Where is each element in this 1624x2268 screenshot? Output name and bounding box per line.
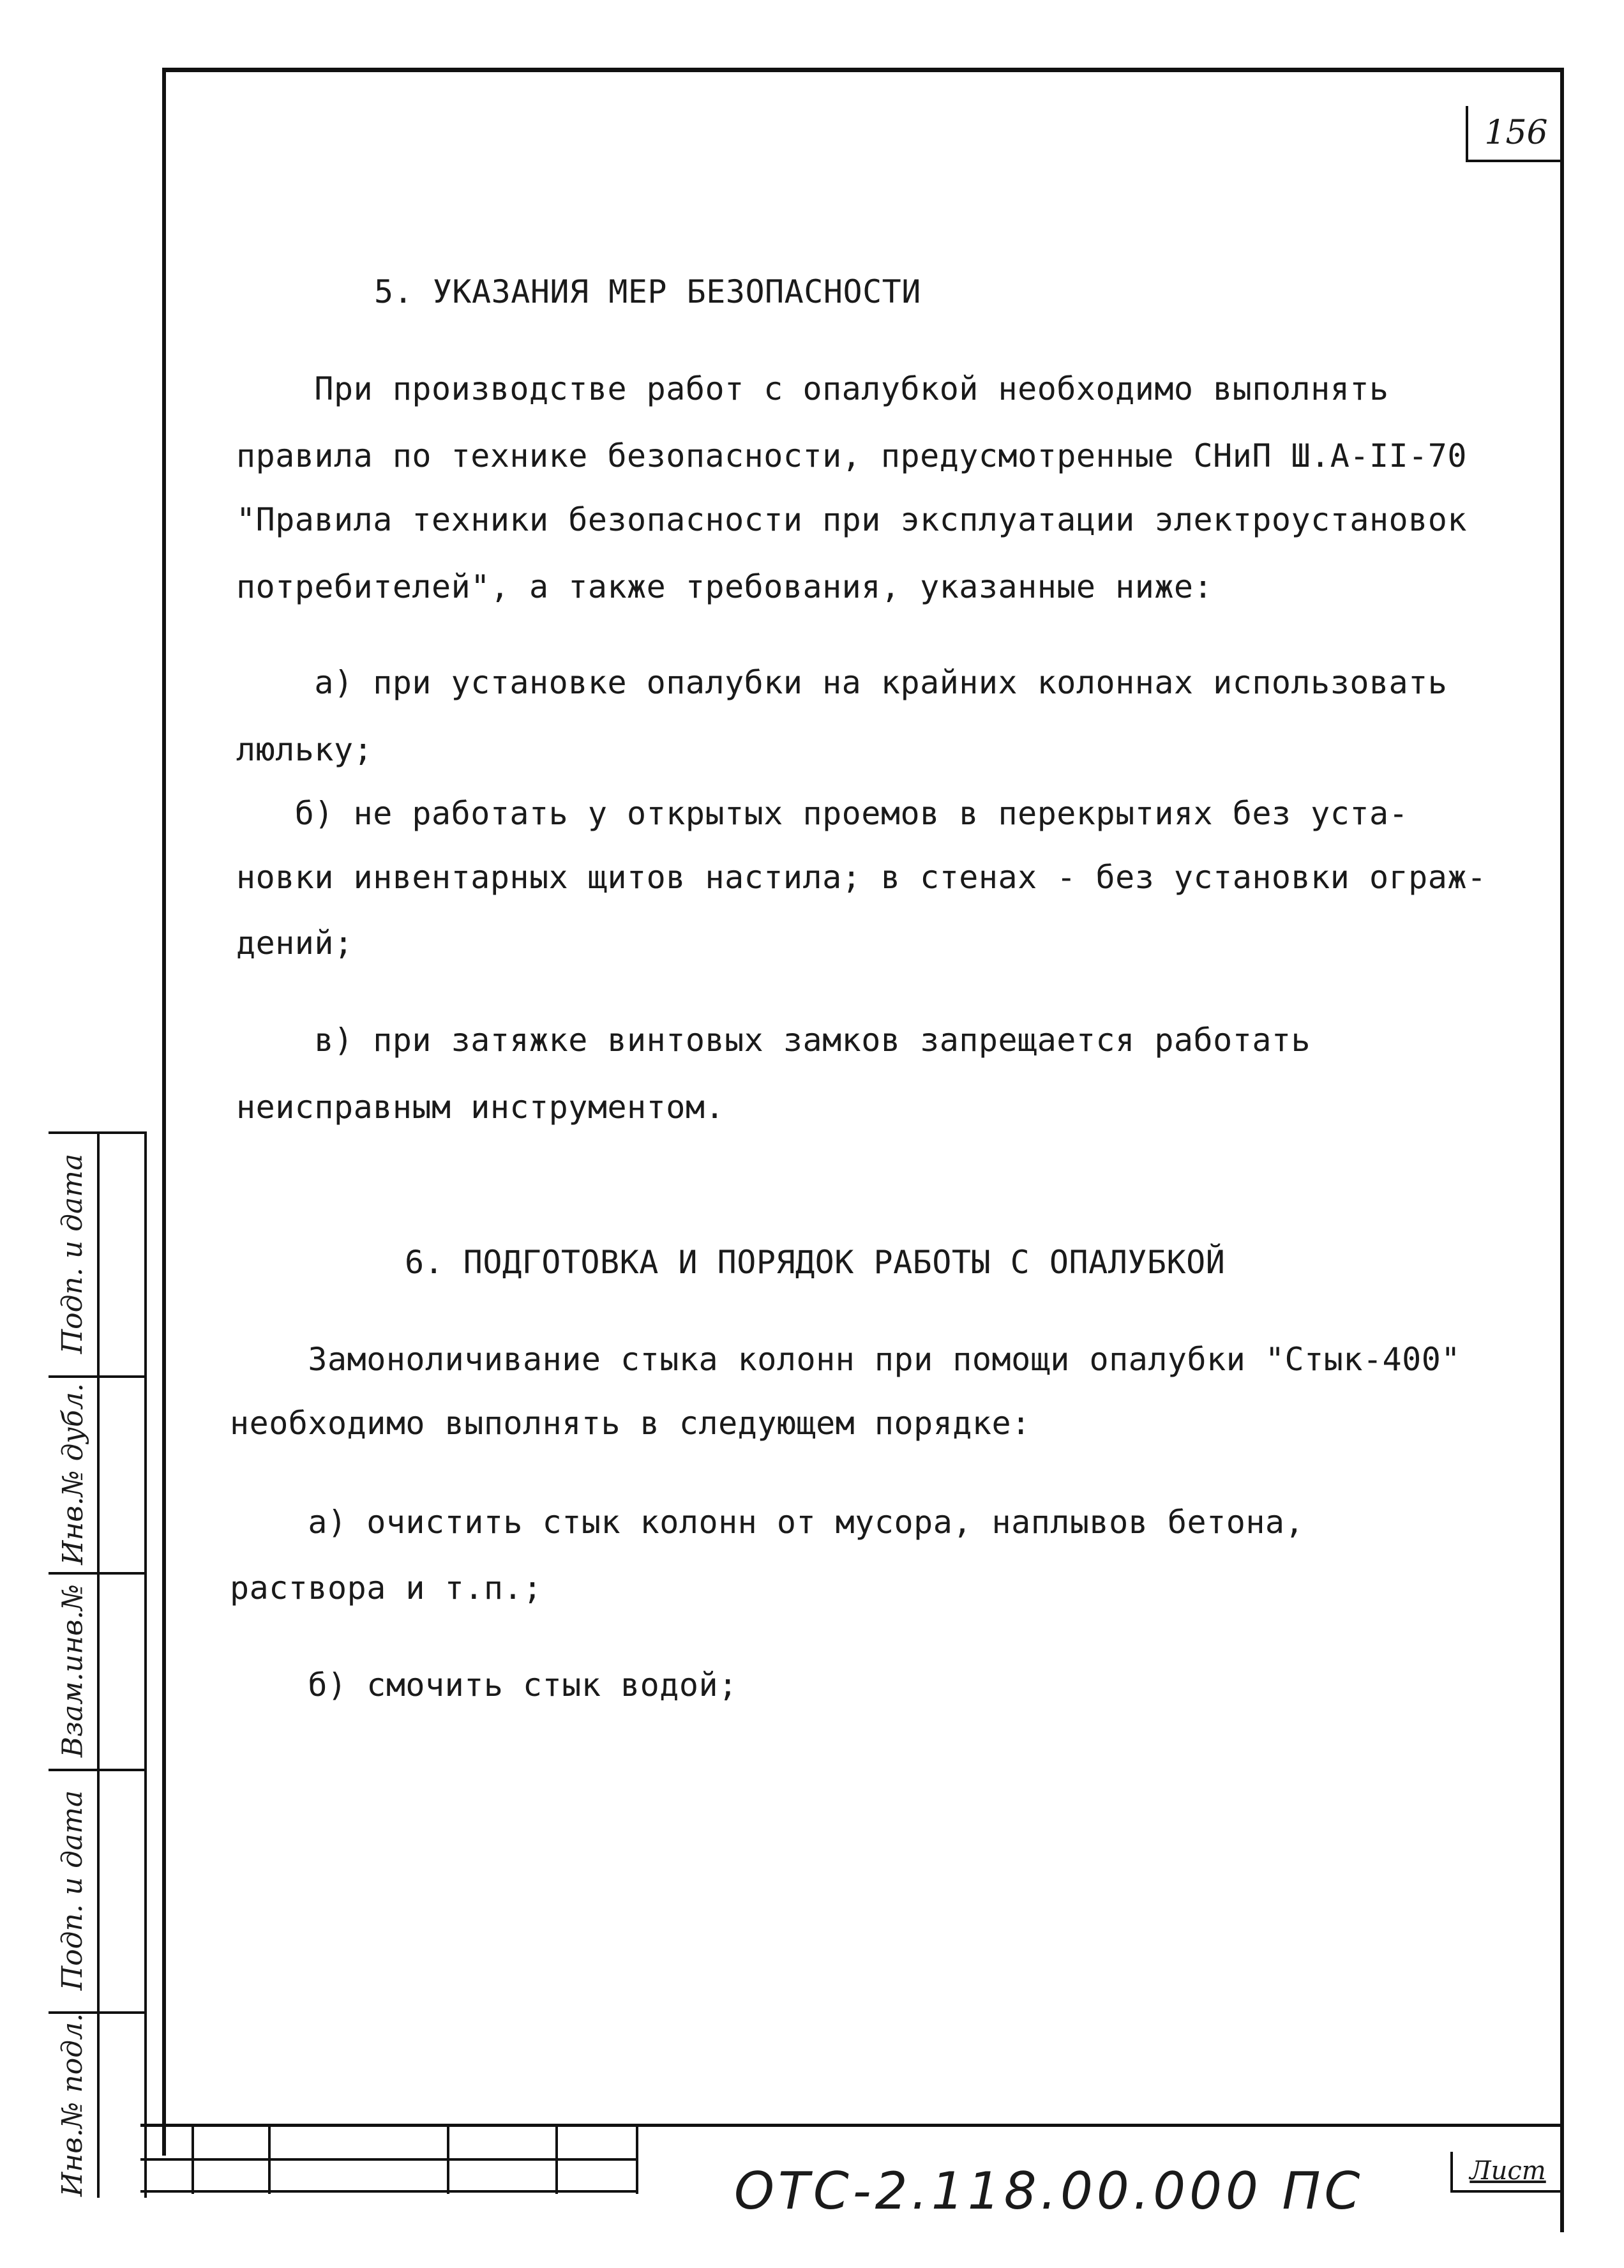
page-number: 156 [1466, 106, 1564, 162]
section5-item-b-1: б) не работать у открытых проемов в перекрытиях без уста- [236, 795, 1409, 832]
title-block-col-1 [192, 2124, 194, 2194]
title-block-col-2 [268, 2124, 271, 2194]
document-designation: ОТС-2.118.00.000 ПС [734, 2161, 1364, 2221]
section5-line-3: "Правила техники безопасности при эксплуатации электроустановок [236, 501, 1467, 538]
frame-right-border [1560, 68, 1564, 2232]
title-block-bottom-line [140, 2190, 638, 2193]
section6-item-b-1: б) смочить стык водой; [230, 1667, 738, 1704]
section5-item-c-2: неисправным инструментом. [236, 1089, 725, 1126]
side-label-replace-inv-no: Взам.инв.№ [56, 1584, 89, 1757]
section6-item-a-2: раствора и т.п.; [230, 1569, 543, 1606]
sheet-label: Лист [1450, 2152, 1563, 2193]
section6-heading: 6. ПОДГОТОВКА И ПОРЯДОК РАБОТЫ С ОПАЛУБКОЙ [405, 1244, 1226, 1281]
section5-line-2: правила по технике безопасности, предусмотренные СНиП Ш.А-II-70 [236, 437, 1467, 474]
section5-item-a-1: а) при установке опалубки на крайних колоннах использовать [236, 664, 1448, 701]
section5-line-1: При производстве работ с опалубкой необходимо выполнять [236, 370, 1389, 407]
section5-item-a-2: люльку; [236, 731, 373, 768]
section5-item-b-3: дений; [236, 925, 354, 962]
title-block-top-line [140, 2124, 1564, 2127]
section6-line-1: Замоноличивание стыка колонн при помощи опалубки "Стык-400" [230, 1341, 1461, 1378]
title-block-mid-line [140, 2158, 638, 2161]
frame-left-border [162, 68, 166, 2156]
side-label-dup-inv-no: Инв.№ дубл. [56, 1382, 89, 1565]
title-block-col-4 [555, 2124, 558, 2194]
frame-top-border [162, 68, 1564, 72]
title-block-col-3 [447, 2124, 449, 2194]
section5-heading: 5. УКАЗАНИЯ МЕР БЕЗОПАСНОСТИ [374, 273, 921, 310]
title-block-col-5 [636, 2124, 638, 2194]
side-label-sign-date-1: Подп. и дата [56, 1153, 89, 1354]
section6-item-a-1: а) очистить стык колонн от мусора, наплывов бетона, [230, 1504, 1305, 1541]
section5-line-4: потребителей", а также требования, указанные ниже: [236, 568, 1214, 605]
section5-item-c-1: в) при затяжке винтовых замков запрещается работать [236, 1022, 1311, 1059]
side-label-sign-date-2: Подп. и дата [56, 1790, 89, 1990]
section6-line-2: необходимо выполнять в следующем порядке: [230, 1405, 1031, 1442]
side-label-orig-inv-no: Инв.№ подл. [56, 2013, 89, 2196]
section5-item-b-2: новки инвентарных щитов настила; в стенах - без установки ограж- [236, 859, 1487, 896]
